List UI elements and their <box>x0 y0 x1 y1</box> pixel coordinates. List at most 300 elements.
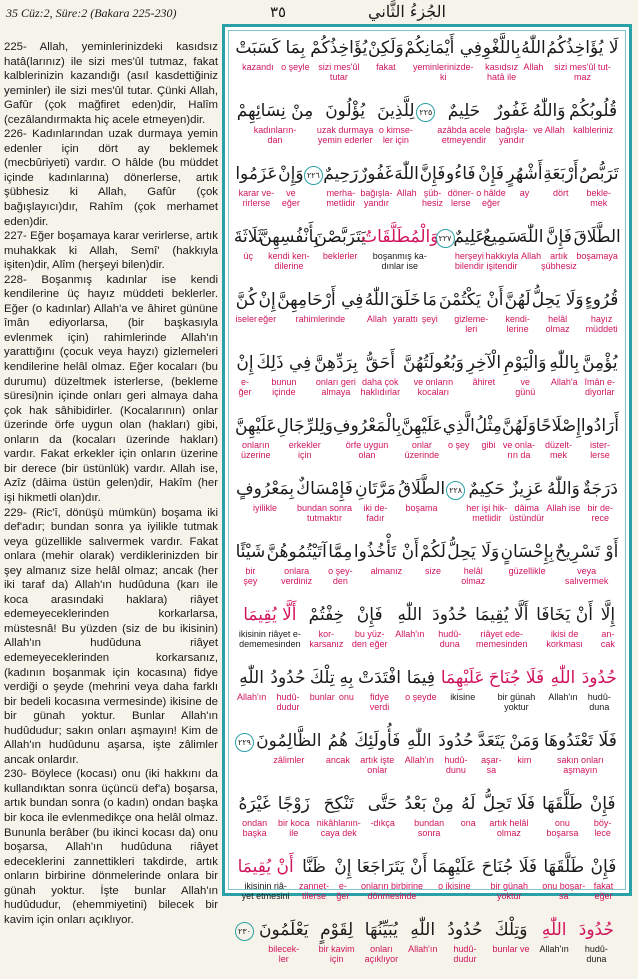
arabic-word: رَحِيمٌ <box>323 164 359 184</box>
word-pair <box>235 99 315 145</box>
translation-paragraph-229: 229- (Ric'î, dönüşü mümkün) boşama iki def'adır; bundan sonra ya iyilikle tutmak veya güzellikle salıvermek vardır. Fakat onlara (mehir olarak) verdiklerinizden bir şey almanız size helâl olmaz; ancak (her iki taraf da) Allah'ın hudûduna (karı ile koca arasındaki haklara) riâyet edemeyeceklerinden korkarlarsa, müstesnâ! Bu yüzden (siz de bu ikisinin) Allah'ın hudûduna riâyet edemeyeceklerinden korkarsanız, (kadının boşanmak için kocasına) fidye verdiği o şeyde (mehrini veya daha farklı bir bedeli kocasına vermesinde) ikisine de bir günah yoktur. Bunlar Allah'ın hudûdudur; sakın onları aşmayın! Kim de Allah'ın hudûdunu aşarsa, işte zâlimler ancak onlardır. <box>4 506 218 766</box>
word-pair <box>508 477 545 523</box>
word-pair <box>254 918 314 964</box>
arabic-word: إِنْ <box>258 290 276 310</box>
word-translation: -dıkça <box>370 818 395 828</box>
word-pair <box>258 288 277 324</box>
word-pair <box>479 792 538 838</box>
arabic-word: فَلَا تَحِلُّ <box>482 794 536 814</box>
word-pair <box>391 603 428 639</box>
word-pair <box>277 414 333 460</box>
word-translation: ve Allah <box>533 125 565 135</box>
arabic-word: خِفْتُمْ <box>308 605 345 625</box>
word-translation: boşanmış ka- dınlar ise <box>372 251 427 271</box>
word-translation: karar ve- rirlerse <box>238 188 275 208</box>
arabic-word: دَرَجَةٌ <box>582 479 618 499</box>
arabic-word: مِنْ نِسَائِهِمْ <box>236 101 314 121</box>
arabic-word: فَأُولَئِكَ <box>354 731 401 751</box>
arabic-word: عَلَيْهِنَّ <box>234 416 277 436</box>
arabic-word: يَعْلَمُونَ <box>258 920 309 940</box>
arabic-word: خَلَقَ <box>390 290 421 310</box>
quran-line <box>235 36 619 97</box>
arabic-word: بِمَا <box>285 38 306 58</box>
word-pair <box>235 792 274 838</box>
arabic-word: لِلَّذِينَ <box>377 101 415 121</box>
quran-line <box>235 162 619 223</box>
word-translation: rahimlerinde <box>295 314 346 324</box>
arabic-word: اللّٰهِ <box>541 920 567 940</box>
word-translation: ikisinin riâ- yet etmesini <box>241 881 290 901</box>
arabic-word: الطَّلَاقَ <box>573 227 621 247</box>
word-pair <box>332 855 354 901</box>
word-translation: herşeyi bilendir <box>454 251 484 271</box>
arabic-word: يَتَعَدَّ <box>477 731 505 751</box>
arabic-word: فَإِنَّ <box>546 227 572 247</box>
word-pair <box>531 99 568 135</box>
word-translation: ondan başka <box>242 818 268 838</box>
word-translation: boşamaya <box>576 251 618 261</box>
word-translation: artık şübhesiz <box>541 251 577 271</box>
arabic-word: حُدُودَ <box>578 920 614 940</box>
word-translation: daha çok haklıdırlar <box>360 377 401 397</box>
arabic-word: فِيمَا <box>406 668 436 688</box>
word-pair <box>546 36 619 82</box>
word-pair <box>308 666 337 702</box>
word-translation: helâl olmaz <box>461 566 486 586</box>
word-pair <box>539 792 587 838</box>
arabic-word: حُدُودُ <box>270 668 306 688</box>
word-translation: bu yüz- den eğer <box>351 629 388 649</box>
word-translation: bunlar ve <box>492 944 530 954</box>
word-pair <box>254 729 324 765</box>
arabic-word: إِصْلَاحًا <box>535 416 581 436</box>
arabic-word: أَرْبَعَةِ <box>543 164 579 184</box>
arabic-word: اللّٰهَ <box>518 227 544 247</box>
arabic-word: فَإِنْ <box>356 605 383 625</box>
arabic-word: مِنْ بَعْدُ <box>404 794 454 814</box>
word-pair <box>482 225 522 271</box>
arabic-word: فِي أَرْحَامِهِنَّ <box>277 290 364 310</box>
word-translation: kendi ken- dilerine <box>268 251 310 271</box>
word-pair <box>475 414 502 450</box>
word-pair <box>361 225 439 271</box>
arabic-word: إِنْ <box>236 353 254 373</box>
arabic-word: بِالْمَعْرُوفِ <box>332 416 402 436</box>
word-translation: Allah'ın <box>548 692 578 702</box>
arabic-word: اللّٰهَ <box>394 164 419 184</box>
word-translation: ancak <box>325 755 350 765</box>
arabic-word: غَفُورٌ <box>359 164 394 184</box>
word-pair <box>235 666 268 702</box>
word-translation: o şey- den <box>328 566 353 586</box>
arabic-word: وَبُعُولَتُهُنَّ <box>402 353 464 373</box>
arabic-word: الطَّلَاقُ <box>397 479 446 499</box>
word-pair <box>521 36 546 72</box>
word-pair <box>323 162 359 208</box>
word-pair <box>428 603 471 649</box>
word-pair <box>546 666 579 702</box>
word-translation: kor- karsanız <box>309 629 344 649</box>
arabic-word: لَكُمْ <box>420 542 446 562</box>
arabic-word: وَلَا يَحِلُّ <box>531 290 584 310</box>
word-pair <box>310 36 368 82</box>
quran-line <box>235 414 619 475</box>
arabic-word: اللّٰهُ <box>521 38 546 58</box>
word-translation: fidye verdi <box>369 692 390 712</box>
arabic-word: فَإِنْ <box>478 164 504 184</box>
word-translation: yarattı <box>392 314 418 324</box>
word-translation: kadınların- dan <box>253 125 297 145</box>
arabic-word: بِاللّٰهِ <box>549 353 580 373</box>
arabic-word: اللّٰهِ <box>397 605 423 625</box>
word-translation: ve eğer <box>281 188 300 208</box>
word-pair <box>447 540 500 586</box>
word-translation: bundan sonra <box>414 818 445 838</box>
arabic-word: غَفُورٌ <box>494 101 529 121</box>
word-translation: bekle- mek <box>586 188 612 208</box>
word-translation: iki de- fadır <box>363 503 388 523</box>
word-pair <box>581 351 619 397</box>
word-pair <box>403 918 442 954</box>
word-pair <box>476 729 507 775</box>
quran-line <box>235 603 619 664</box>
translation-column <box>4 40 218 926</box>
word-translation: ikisine <box>450 692 476 702</box>
word-pair <box>580 666 619 712</box>
word-translation: bunlar <box>309 692 335 702</box>
word-pair <box>352 729 403 775</box>
word-pair <box>421 288 438 324</box>
word-translation: bir koca ile <box>278 818 310 838</box>
word-translation: zannet- tilerse <box>298 881 330 901</box>
arabic-word: قُرُوءٍ <box>584 290 619 310</box>
word-translation: hudû- duna <box>584 944 608 964</box>
word-translation: ve onların kocaları <box>413 377 454 397</box>
arabic-word: بِمَعْرُوفٍ <box>236 479 295 499</box>
word-translation: eğer <box>258 314 277 324</box>
word-pair <box>356 666 403 712</box>
word-translation: üç <box>243 251 254 261</box>
word-translation: Allah'ın <box>404 755 434 765</box>
arabic-word: أَنْ يُقِيمَا <box>237 857 294 877</box>
word-translation: kalbleriniz <box>573 125 614 135</box>
word-translation: ve günü <box>515 377 536 397</box>
word-translation: onlar üzerinde <box>404 440 440 460</box>
word-translation: helâl olmaz <box>545 314 570 334</box>
arabic-word: مِثْلُ <box>474 416 502 436</box>
word-pair <box>403 729 437 765</box>
arabic-word: وَمَنْ <box>509 731 540 751</box>
word-pair <box>575 225 619 261</box>
word-pair <box>506 162 543 198</box>
arabic-word: يُؤْلُونَ <box>325 101 366 121</box>
arabic-word: بِرَدِّهِنَّ <box>314 353 358 373</box>
word-pair <box>584 288 619 334</box>
arabic-word: أَلَّا يُقِيمَا <box>243 605 297 625</box>
arabic-word: حُدُودَ <box>581 668 617 688</box>
word-translation: gizleme- leri <box>454 314 489 334</box>
word-translation: Allah'a <box>550 377 578 387</box>
word-pair <box>500 540 555 576</box>
word-pair <box>337 666 356 702</box>
word-translation: bir de- rece <box>587 503 613 523</box>
word-translation: kasıdsız hatâ ile <box>485 62 519 82</box>
word-translation: düzelt- mek <box>544 440 572 460</box>
word-translation: ona <box>460 818 476 828</box>
word-pair <box>479 855 540 901</box>
word-translation: îmân e- diyorlar <box>584 377 616 397</box>
word-pair <box>255 351 313 397</box>
arabic-word: افْتَدَتْ <box>358 668 401 688</box>
word-translation: o hâlde eğer <box>476 188 506 208</box>
word-pair <box>268 666 307 712</box>
arabic-word: عَلَيْهِنَّ <box>401 416 443 436</box>
word-translation: erkekler için <box>288 440 321 460</box>
word-translation: hakkıyla işitendir <box>485 251 519 271</box>
word-translation: ay <box>519 188 530 198</box>
arabic-word: وَاللّٰهُ <box>532 101 566 121</box>
word-translation: e- ğer <box>238 377 252 397</box>
word-translation: bağışla- yandır <box>360 188 393 208</box>
word-pair <box>359 162 394 208</box>
quran-line <box>235 477 619 538</box>
arabic-word: غَيْرَهُ <box>238 794 271 814</box>
arabic-word: فَلَا جُنَاحَ <box>488 668 545 688</box>
arabic-word: عَزِيزٌ <box>509 479 544 499</box>
arabic-word: زَوْجًا <box>277 794 310 814</box>
word-translation: ikisinin riâyet e- dememesinden <box>238 629 301 649</box>
arabic-word: حُدُودُ <box>447 920 483 940</box>
word-translation: dört <box>553 188 569 198</box>
arabic-word: فَإِمْسَاكٌ <box>296 479 353 499</box>
word-pair <box>364 288 390 324</box>
arabic-word: فِي أَيْمَانِكُمْ <box>404 38 483 58</box>
arabic-word: شَيْئًا <box>235 542 266 562</box>
word-translation: bilecek- ler <box>268 944 300 964</box>
word-translation: böy- lece <box>593 818 612 838</box>
word-pair <box>235 351 255 397</box>
word-translation: o şey <box>448 440 470 450</box>
arabic-word: وَإِنْ <box>278 164 304 184</box>
page-header <box>0 0 638 26</box>
header-left-title: 35 Cüz:2, Süre:2 (Bakara 225-230) <box>6 6 177 20</box>
word-pair <box>465 351 502 387</box>
word-pair <box>235 477 295 513</box>
word-translation: sakın onları aşmayın <box>557 755 604 775</box>
arabic-word: لَهُنَّ <box>504 290 531 310</box>
arabic-word: أَنْ يَكْتُمْنَ <box>438 290 504 310</box>
word-translation: onların birbirine dönmesinde <box>360 881 424 901</box>
word-translation: artık işte onlar <box>360 755 395 775</box>
word-pair <box>401 351 465 397</box>
word-translation: Allah ise <box>546 503 581 513</box>
word-pair <box>368 36 404 72</box>
word-pair <box>532 603 597 649</box>
arabic-word: حُدُودَ <box>438 731 474 751</box>
arabic-word: الظَّالِمُونَ <box>256 731 322 751</box>
word-pair <box>543 225 576 271</box>
arabic-word: حَلِيمٌ <box>447 101 481 121</box>
arabic-word: اللّٰهِ <box>550 668 576 688</box>
word-pair <box>439 666 487 702</box>
arabic-word: فَإِنْ <box>590 857 617 877</box>
quran-line <box>235 918 619 979</box>
arabic-word: تَرَبُّصُ <box>578 164 619 184</box>
word-translation: Allah <box>396 188 417 198</box>
word-pair <box>488 918 535 954</box>
word-pair <box>540 855 588 901</box>
word-pair <box>305 603 348 649</box>
word-pair <box>353 540 419 576</box>
word-pair <box>235 603 305 649</box>
word-pair <box>375 99 416 145</box>
arabic-word: يُؤَاخِذُكُمْ <box>310 38 368 58</box>
arabic-word: وَاللّٰهُ <box>546 479 580 499</box>
word-translation: ikisi de korkması <box>546 629 583 649</box>
arabic-word: لِقَوْمٍ <box>320 920 354 940</box>
word-translation: Allah <box>523 62 544 72</box>
quran-line <box>235 729 619 790</box>
word-pair <box>435 99 492 145</box>
word-translation: onlara verdiniz <box>281 566 313 586</box>
word-translation: artık helâl olmaz <box>489 818 529 838</box>
word-pair <box>277 288 364 324</box>
quran-line <box>235 288 619 349</box>
word-translation: dâima üstündür <box>509 503 545 523</box>
word-pair <box>401 792 457 838</box>
word-pair <box>476 162 506 208</box>
arabic-word: الْآخِرِ <box>466 353 502 373</box>
word-translation: beklerler <box>322 251 358 261</box>
arabic-word: اللّٰهِ <box>410 920 436 940</box>
arabic-word: وَلَكِنْ <box>368 38 404 58</box>
word-translation: sizi mes'ûl tutar <box>318 62 360 82</box>
word-pair <box>266 540 328 586</box>
word-pair <box>359 351 401 397</box>
arabic-word: بِهِ <box>339 668 354 688</box>
word-translation: Allah <box>521 251 542 261</box>
word-pair <box>327 540 353 586</box>
word-translation: uzak durmaya yemin ederler <box>316 125 374 145</box>
ayah-number-marker: ٢٢٥ <box>416 103 435 122</box>
word-pair <box>274 792 313 838</box>
arabic-word: عَزَمُوا <box>235 164 278 184</box>
word-pair <box>567 99 619 135</box>
word-pair <box>324 729 352 765</box>
word-pair <box>482 36 520 82</box>
arabic-word: أَنْ يَخَافَا <box>536 605 593 625</box>
word-translation: aşar- sa <box>481 755 502 775</box>
arabic-word: مَرَّتَانِ <box>354 479 396 499</box>
word-pair <box>333 414 401 460</box>
quran-lines <box>235 36 619 979</box>
word-pair <box>579 162 619 208</box>
word-translation: yeminlerinizde- ki <box>412 62 474 82</box>
arabic-word: وَتِلْكَ <box>494 920 528 940</box>
word-pair <box>465 477 508 523</box>
word-translation: bir günah yoktur <box>490 881 529 901</box>
word-pair <box>545 477 581 513</box>
word-translation: sizi mes'ûl tut- maz <box>554 62 611 82</box>
quran-line <box>235 792 619 853</box>
arabic-word: عَلَيْهِمَا <box>440 668 485 688</box>
word-pair <box>235 225 262 261</box>
word-pair <box>446 162 476 208</box>
quran-text-frame <box>222 24 632 964</box>
arabic-word: فِي ذَلِكَ <box>256 353 312 373</box>
arabic-word: تِلْكَ <box>309 668 335 688</box>
word-translation: hudû- duna <box>438 629 462 649</box>
arabic-word: بِإِحْسَانٍ <box>500 542 554 562</box>
word-translation: hudû- dudur <box>276 692 300 712</box>
word-pair <box>235 540 266 586</box>
word-pair <box>504 288 531 334</box>
header-page-number-arabic: ٣٥ <box>270 3 287 21</box>
ayah-number-marker: ٢٣٠ <box>235 922 254 941</box>
word-pair <box>235 414 277 460</box>
ayah-number-marker: ٢٢٦ <box>304 166 323 185</box>
arabic-word: طَلَّقَهَا <box>541 794 583 814</box>
word-translation: hudû- duna <box>587 692 611 712</box>
word-pair <box>419 162 445 208</box>
word-pair <box>487 666 547 712</box>
word-translation: fakat eğer <box>593 881 614 901</box>
arabic-word: قُلُوبُكُمْ <box>569 101 618 121</box>
word-pair <box>259 225 319 271</box>
arabic-word: حَتَّى <box>367 794 398 814</box>
word-pair <box>536 414 581 460</box>
word-pair <box>281 36 310 72</box>
arabic-word: بِاللَّغْوِ <box>482 38 521 58</box>
word-pair <box>543 162 579 198</box>
word-pair <box>493 99 531 145</box>
arabic-word: حَكِيمٌ <box>468 479 505 499</box>
word-translation: bunun içinde <box>271 377 297 397</box>
word-translation: onu boşarsa <box>546 818 579 838</box>
arabic-word: أَلَّا يُقِيمَا <box>475 605 529 625</box>
word-pair <box>278 162 304 208</box>
word-pair <box>313 792 364 838</box>
word-translation: veya salıvermek <box>564 566 609 586</box>
word-translation: gibi <box>481 440 496 450</box>
arabic-word: عَلَيْهِمَا <box>432 857 477 877</box>
word-pair <box>390 288 421 324</box>
word-pair <box>397 477 446 513</box>
word-translation: boşama <box>405 503 438 513</box>
arabic-word: اللّٰهِ <box>239 668 264 688</box>
arabic-word: يُبَيِّنُهَا <box>364 920 398 940</box>
translation-paragraph-226: 226- Kadınlarından uzak durmaya yemin edenler için dört ay beklemek (mecbûriyeti) vardır. O hâlde (bu müddet içinde kadınlarına) dönerlerse, artık şübhesiz ki Allah, Gafûr (çok bağışlayıcı)dır, Rahîm (çok merhamet eden)dir. <box>4 128 218 228</box>
arabic-word: فَلَا جُنَاحَ <box>481 857 537 877</box>
word-pair <box>313 351 359 397</box>
word-translation: Allah'ın <box>395 629 425 639</box>
word-pair <box>471 603 532 649</box>
arabic-word: كَسَبَتْ <box>235 38 281 58</box>
arabic-word: اللّٰهِ <box>407 731 432 751</box>
word-pair <box>586 792 619 838</box>
arabic-word: لَا يُؤَاخِذُكُمُ <box>546 38 619 58</box>
arabic-word: آتَيْتُمُوهُنَّ <box>266 542 327 562</box>
word-translation: döner- lerse <box>447 188 474 208</box>
word-translation: Allah'ın <box>408 944 438 954</box>
word-pair <box>455 225 485 271</box>
word-pair <box>315 99 375 145</box>
word-translation: size <box>425 566 442 576</box>
arabic-word: إِلَّا <box>600 605 616 625</box>
arabic-word: فَاءُو <box>446 164 476 184</box>
word-pair <box>438 288 504 334</box>
quran-line <box>235 225 619 286</box>
